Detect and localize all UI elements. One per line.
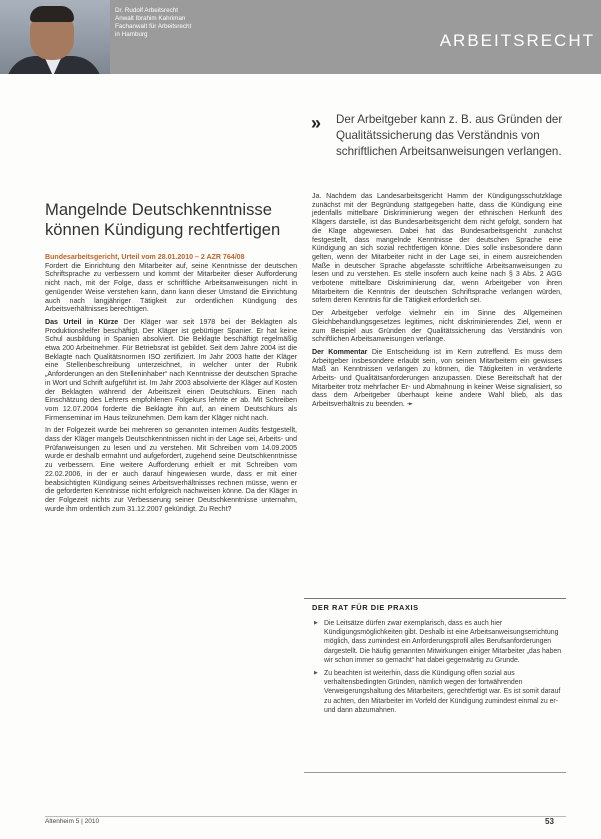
kommentar-label: Der Kommentar: [312, 348, 368, 356]
end-arrow-icon: ➛: [406, 401, 413, 409]
kommentar-text: Die Entscheidung ist im Kern zutreffend. Es muss dem Arbeitgeber insbesondere erlaubt sein, von seinen Mitarbeitern ein gewisses Maß an Kenntnissen verlangen zu können, die Tätigkeiten in veränderte Arbeits- und Qualitätsanforderungen anzupassen. Diese Bereitschaft hat der Mitarbeiter trotz mehrfacher Er- und Abmahnung in keiner Weise signalisiert, so dass dem Arbeitgeber überhaupt keine andere Wahl blieb, als das Arbeitsverhältnis zu beenden.: [312, 348, 562, 409]
quote-mark-icon: »: [311, 113, 322, 133]
article-title: Mangelnde Deutschkenntnisse können Kündigung rechtfertigen: [45, 200, 281, 239]
footer-divider: [45, 816, 566, 817]
left-column: [45, 254, 297, 518]
author-line: Anwalt Ibrahim Kahriman: [115, 15, 186, 22]
author-info: [115, 7, 245, 39]
rat-divider-top: [304, 598, 566, 599]
paragraph-2: In der Folgezeit wurde bei mehreren so genannten internen Audits festgestellt, dass der Kläger mangels Deutschkenntnissen nicht in der Lage sei, Arbeits- und Prüfanweisungen zu lesen und zu verstehen. Mit Schreiben vom 14.09.2005 wurde er deshalb ermahnt und aufgefordert, zugehend seine Deutschkenntnisse zu verbessern. Eine weitere Aufforderung erhielt er mit Schreiben vom 22.02.2006, in der er auch darauf hingewiesen wurde, dass er mit einer beabsichtigten Kündigung seines Arbeitsverhältnisses rechnen müsse, wenn er die geforderten Kenntnisse nicht erfolgreich nachweisen könne. Da der Kläger in der Folgezeit nichts zur Verbesserung seiner Deutschkenntnisse unternahm, wurde ihm ordentlich zum 31.12.2007 gekündigt. Zu Recht?: [45, 427, 297, 513]
page-number: 53: [545, 817, 554, 826]
rat-divider-bottom: [304, 772, 566, 773]
list-item: ▶ Zu beachten ist weiterhin, dass die Kündigung offen sozial aus verhaltensbedingten Gründen, nämlich wegen der fortwährenden Verweigerungshaltung des Mitarbeiters, gerechtfertigt war. Es ist somit darauf zu achten, den Mitarbeiter im Vorfeld der Kündigung zumindest einmal zu er- und dann abzumahnen.: [314, 669, 562, 715]
intro-text: Fordert die Einrichtung den Mitarbeiter auf, seine Kenntnisse der deutschen Schriftsprache zu verbessern und kommt der Mitarbeiter dieser Aufforderung nicht nach, mit der Folge, dass er schriftliche Arbeitsanweisungen nicht in genügender Weise verstehen kann, dann kann dieser Umstand die Einrichtung auch nach langjähriger Tätigkeit zur ordentlichen Kündigung des Arbeitsverhältnisses berechtigen.: [45, 262, 297, 314]
author-line: Dr. Rudolf Arbeitsrecht: [115, 7, 178, 14]
author-photo: [0, 0, 110, 74]
kurz-label: Das Urteil in Kürze: [45, 318, 119, 326]
author-line: in Hamburg: [115, 31, 148, 38]
right-column: [312, 193, 562, 414]
paragraph-4: Der Arbeitgeber verfolge vielmehr ein im Sinne des Allgemeinen Gleichbehandlungsgesetzes legitimes, nicht diskriminierendes Ziel, wenn er zum Beispiel aus Gründen der Qualitätssicherung das Verständnis von schriftlichen Arbeitsanweisungen verlange.: [312, 310, 562, 344]
section-title: ARBEITSRECHT: [439, 31, 595, 50]
kurz-text: Der Kläger war seit 1978 bei der Beklagten als Produktionshelfer beschäftigt. Der Kläger ist gebürtiger Spanier. Er hat keine Schul ausbildung in Spanien absolviert. Die Beklagte beschäftigt regelmäßig etwa 200 Arbeitnehmer. Für Betriebsrat ist gebildet. Seit dem Jahre 2004 ist die Beklagte nach Qualitätsnormen ISO zertifiziert. Im Jahr 2003 hatte der Kläger eine Stellenbeschreibung unterzeichnet, in welcher unter der Rubrik „Anforderungen an den Stelleninhaber“ nach Kenntnisse der deutschen Sprache in Wort und Schrift aufgeführt ist. Im Jahr 2003 absolvierte der Kläger auf Kosten der Beklagten während der Arbeitszeit einen Deutschkurs. Einen nach Einschätzung des Lehrers empfohlenen Folgekurs lehnte er ab. Mit Schreiben vom 12.07.2004 forderte die Beklagte ihn auf, an einem Deutschkurs als Firmenseminar im Haus teilzunehmen. Dem kam der Kläger nicht nach.: [45, 318, 297, 422]
list-item: ▶ Die Leitsätze dürfen zwar exemplarisch, dass es auch hier Kündigungsmöglichkeiten gibt. Deshalb ist eine Arbeitsanweisungserrichtung möglich, dass zumindest ein Anforderungsprofil alles Berufsanforderungen dargestellt. Die häufig genannten Mitwirkungen einiger Mitarbeiter „das haben wir schon immer so gemacht“ hat dabei gegenwärtig zu Grunde.: [314, 619, 562, 665]
pull-quote: Der Arbeitgeber kann z. B. aus Gründen der Qualitätssicherung das Verständnis von schriftlichen Arbeitsanweisungen verlangen.: [336, 113, 563, 159]
paragraph-3: Ja. Nachdem das Landesarbeitsgericht Hamm der Kündigungsschutzklage zunächst mit der Begründung stattgegeben hatte, dass die Kündigung eine jedenfalls mittelbare Diskriminierung wegen der ethnischen Herkunft des Klägers darstelle, ist das Bundesarbeitsgericht dem nicht gefolgt, sondern hat die Klage abgewiesen. Dabei hat das Bundesarbeitsgericht zunächst festgestellt, dass mangelnde Kenntnisse der deutschen Sprache eine Kündigung an sich sozial rechtfertigen könne. Dies solle insbesondere dann gelten, wenn der Mitarbeiter nicht in der Lage sei, in einem ausreichenden Maße in deutscher Sprache abgefasste schriftliche Arbeitsanweisungen zu lesen und zu verstehen. Es stelle insofern auch keine nach § 3 Abs. 2 AGG verbotene mittelbare Diskriminierung dar, wenn Arbeitgeber von ihren Mitarbeitern die Kenntnis der deutschen Schriftsprache verlangen würden, sofern deren Kenntnis für die Tätigkeit erforderlich sei.: [312, 193, 562, 305]
rat-list: [314, 619, 562, 719]
case-reference: Bundesarbeitsgericht, Urteil vom 28.01.2010 – 2 AZR 764/08: [45, 254, 245, 261]
footer-issue: Altenheim 5 | 2010: [45, 818, 100, 825]
author-line: Fachanwalt für Arbeitsrecht: [115, 23, 192, 30]
rat-heading: DER RAT FÜR DIE PRAXIS: [312, 603, 419, 612]
